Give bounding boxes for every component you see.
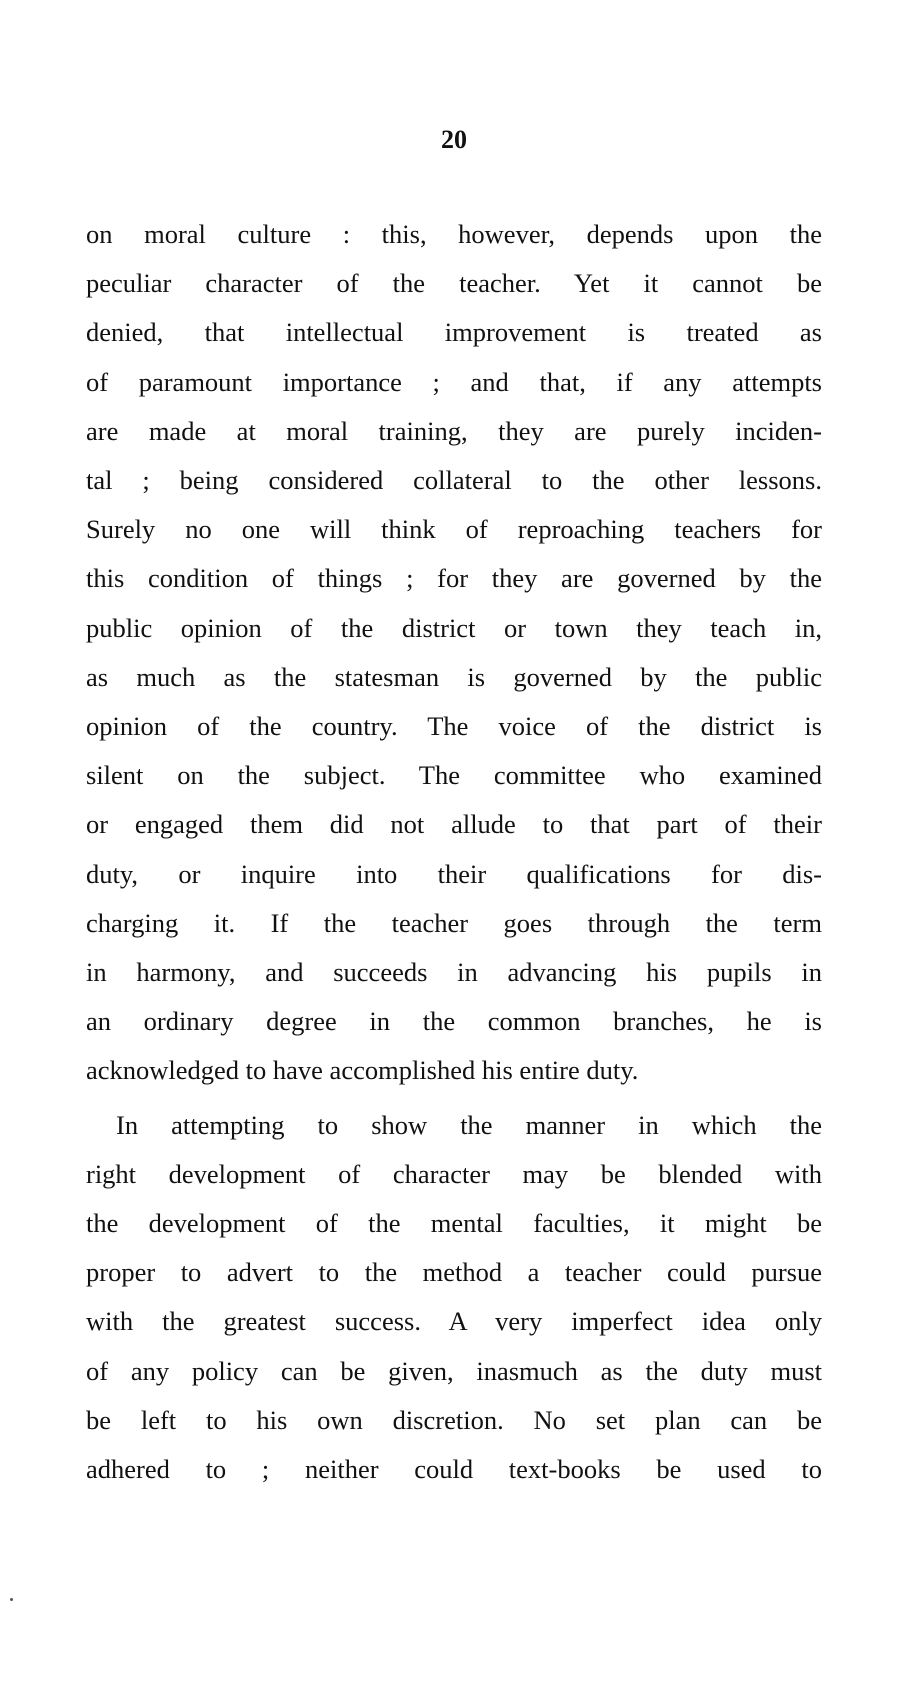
text-line: acknowledged to have accomplished his entire duty. <box>86 1055 639 1086</box>
paragraph-2 <box>86 1101 822 1495</box>
text-line: public opinion of the district or town they teach in, <box>86 612 822 643</box>
text-line: be left to his own discretion. No set plan can be <box>86 1404 822 1435</box>
text-line: silent on the subject. The committee who examined <box>86 760 822 791</box>
page-number: 20 <box>441 125 467 154</box>
text-line: as much as the statesman is governed by the public <box>86 661 822 692</box>
text-line: are made at moral training, they are purely inciden- <box>86 415 822 446</box>
margin-speck <box>10 1598 13 1601</box>
text-line: right development of character may be blended with <box>86 1158 822 1189</box>
text-line: denied, that intellectual improvement is treated as <box>86 317 822 348</box>
text-line: the development of the mental faculties, it might be <box>86 1208 822 1239</box>
paragraph-1 <box>86 210 822 1096</box>
text-line: or engaged them did not allude to that part of their <box>86 809 822 840</box>
text-line: duty, or inquire into their qualifications for dis- <box>86 858 822 889</box>
text-line: peculiar character of the teacher. Yet it cannot be <box>86 268 822 299</box>
text-line: in harmony, and succeeds in advancing his pupils in <box>86 957 822 988</box>
text-line: this condition of things ; for they are governed by the <box>86 563 822 594</box>
text-line: tal ; being considered collateral to the other lessons. <box>86 465 822 496</box>
text-line: of any policy can be given, inasmuch as the duty must <box>86 1355 822 1386</box>
text-line: of paramount importance ; and that, if any attempts <box>86 366 822 397</box>
text-line: Surely no one will think of reproaching teachers for <box>86 514 822 545</box>
text-line: on moral culture : this, however, depends upon the <box>86 219 822 249</box>
text-line: with the greatest success. A very imperfect idea only <box>86 1306 822 1337</box>
text-line: charging it. If the teacher goes through the term <box>86 907 822 938</box>
text-line: In attempting to show the manner in which the <box>116 1109 822 1140</box>
text-line: opinion of the country. The voice of the district is <box>86 711 822 742</box>
text-line: proper to advert to the method a teacher could pursue <box>86 1257 822 1288</box>
body-text <box>86 210 822 1494</box>
text-line: adhered to ; neither could text-books be used to <box>86 1454 822 1485</box>
text-line: an ordinary degree in the common branches, he is <box>86 1006 822 1037</box>
